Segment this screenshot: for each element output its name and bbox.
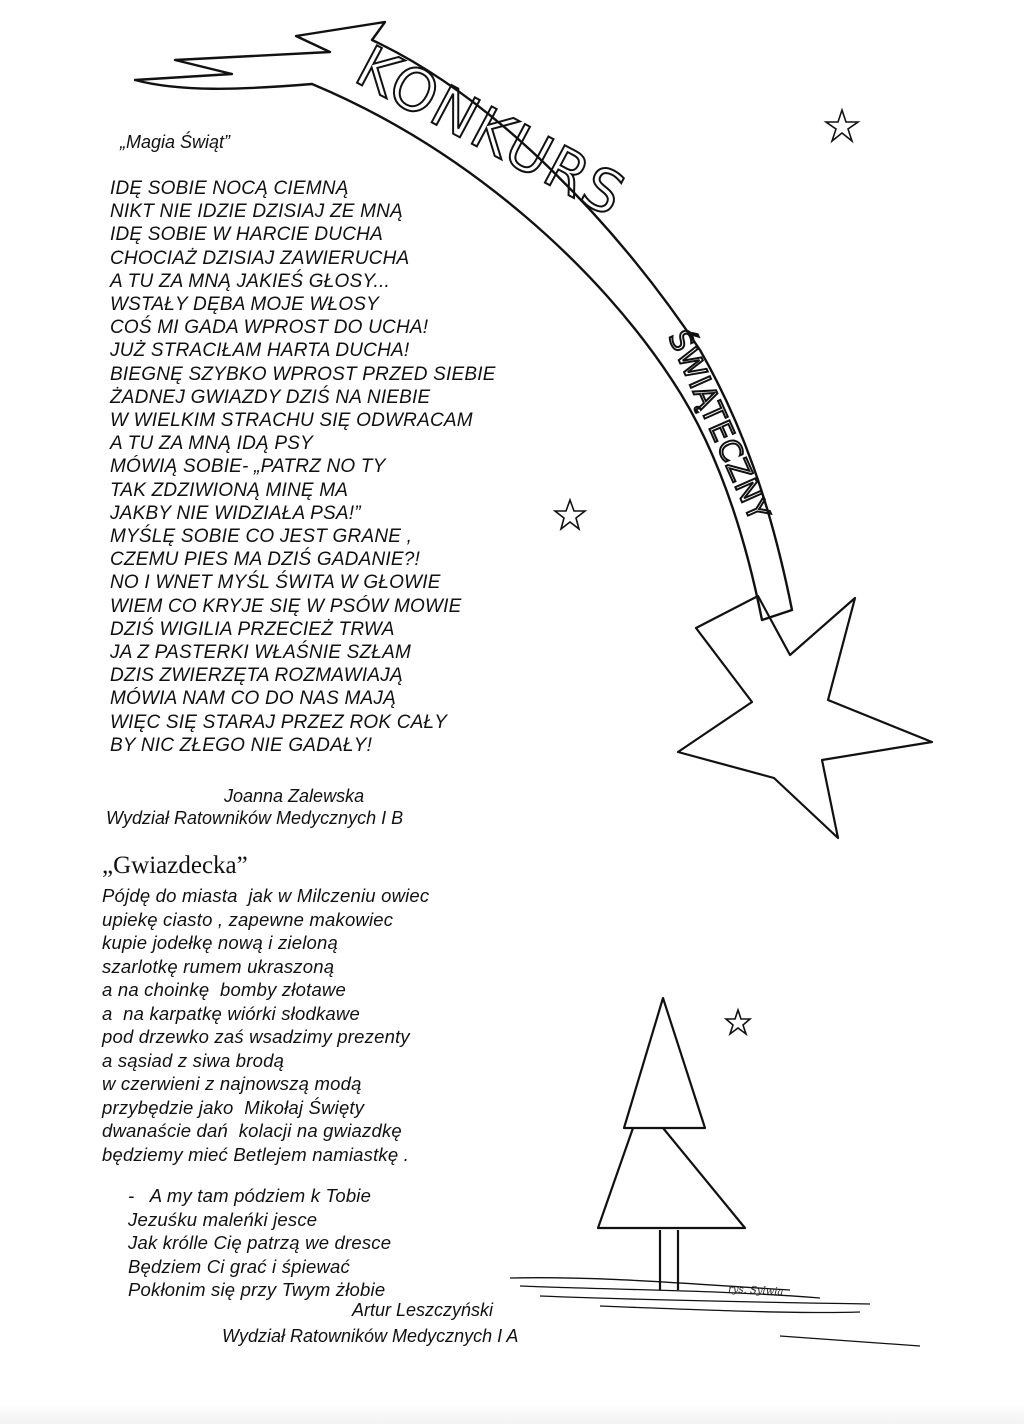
small-star-icon <box>555 500 585 529</box>
poem2-stanza2-line: Jak królle Cię patrzą we dresce <box>128 1232 392 1253</box>
poem2-line: a sąsiad z siwa brodą <box>102 1049 285 1071</box>
large-star-icon <box>678 596 932 838</box>
poem2-line: przybędzie jako Mikołaj Święty <box>102 1096 365 1118</box>
ground-lines <box>510 1278 920 1346</box>
poem2-line: dwanaście dań kolacji na gwiazdkę <box>102 1120 402 1141</box>
banner-word-konkurs: KONKURS <box>345 32 637 231</box>
poem1-author: Joanna Zalewska <box>224 786 365 806</box>
poem1-line: BIEGNĘ SZYBKO WPROST PRZED SIEBIE <box>110 363 496 385</box>
poem1-line: ŻADNEJ GWIAZDY DZIŚ NA NIEBIE <box>110 386 431 408</box>
poem1-title: „Magia Świąt” <box>120 132 231 152</box>
poem2-title: „Gwiazdecka” <box>102 852 248 879</box>
poem2-stanza2-line: Będziem Ci grać i śpiewać <box>128 1255 350 1277</box>
poem1-line: BY NIC ZŁEGO NIE GADAŁY! <box>110 734 373 756</box>
poem2-line: kupie jodełkę nową i zieloną <box>102 932 338 953</box>
poem2-line: upiekę ciasto , zapewne makowiec <box>102 908 394 930</box>
poem1-line: IDĘ SOBIE NOCĄ CIEMNĄ <box>110 178 349 199</box>
poem2-line: będziemy mieć Betlejem namiastkę . <box>102 1143 410 1165</box>
poem1-line: TAK ZDZIWIONĄ MINĘ MA <box>110 479 349 501</box>
christmas-tree-icon <box>598 998 745 1290</box>
poem2-author: Artur Leszczyński <box>352 1300 494 1320</box>
poem1-line: JAKBY NIE WIDZIAŁA PSA!” <box>110 502 361 524</box>
scan-edge <box>0 1404 1024 1424</box>
poem1-line: W WIELKIM STRACHU SIĘ ODWRACAM <box>110 410 473 432</box>
poem2-line: w czerwieni z najnowszą modą <box>102 1073 362 1094</box>
poem1-department: Wydział Ratowników Medycznych I B <box>106 808 404 828</box>
poem2-stanza2 <box>128 1184 391 1302</box>
poem1-line: COŚ MI GADA WPROST DO UCHA! <box>110 317 429 339</box>
poem1-line: WSTAŁY DĘBA MOJE WŁOSY <box>110 294 380 316</box>
poem1-line: WIEM CO KRYJE SIĘ W PSÓW MOWIE <box>110 595 462 617</box>
poem1-line: MÓWIĄ SOBIE- „PATRZ NO TY <box>110 456 386 478</box>
poem1-line: MÓWIA NAM CO DO NAS MAJĄ <box>110 688 396 710</box>
poem1-line: A TU ZA MNĄ IDĄ PSY <box>110 433 313 455</box>
poem2-department: Wydział Ratowników Medycznych I A <box>222 1326 519 1346</box>
artist-signature: rys. Sylwia <box>727 1284 784 1298</box>
small-star-icon <box>726 1010 750 1034</box>
poem1-line: CHOCIAŻ DZISIAJ ZAWIERUCHA <box>110 247 410 269</box>
poem2-stanza2-line: - A my tam pódziem k Tobie <box>128 1185 372 1206</box>
poem2-line: a na karpatkę wiórki słodkawe <box>102 1002 360 1024</box>
poem1-line: A TU ZA MNĄ JAKIEŚ GŁOSY... <box>110 270 390 292</box>
poem2-stanza2-line: Pokłonim się przy Twym żłobie <box>128 1279 386 1300</box>
banner-word-swiateczny: ŚWIĄTECZNY <box>660 325 777 527</box>
poem1-line: DZIS ZWIERZĘTA ROZMAWIAJĄ <box>110 665 403 687</box>
poem1-line: WIĘC SIĘ STARAJ PRZEZ ROK CAŁY <box>110 711 448 733</box>
poem2-line: Pójdę do miasta jak w Milczeniu owiec <box>102 885 430 906</box>
small-star-icon <box>826 110 858 141</box>
poem1-line: JA Z PASTERKI WŁAŚNIE SZŁAM <box>110 642 412 664</box>
poem1-line: DZIŚ WIGILIA PRZECIEŻ TRWA <box>110 618 395 640</box>
poem2-line: a na choinkę bomby złotawe <box>102 979 346 1000</box>
poem1-line: NO I WNET MYŚL ŚWITA W GŁOWIE <box>110 572 441 594</box>
poem2-line: pod drzewko zaś wsadzimy prezenty <box>102 1026 410 1047</box>
poem2-body <box>102 884 429 1166</box>
poem2-line: szarlotkę rumem ukraszoną <box>102 955 335 977</box>
poem1-line: NIKT NIE IDZIE DZISIAJ ZE MNĄ <box>110 201 403 223</box>
poem1-line: IDĘ SOBIE W HARCIE DUCHA <box>110 224 383 246</box>
poem1-line: JUŻ STRACIŁAM HARTA DUCHA! <box>110 340 410 362</box>
poem1-body <box>110 177 496 757</box>
poem2-stanza2-line: Jezuśku maleńki jesce <box>128 1208 318 1230</box>
poem1-line: CZEMU PIES MA DZIŚ GADANIE?! <box>110 549 420 571</box>
poem1-line: MYŚLĘ SOBIE CO JEST GRANE , <box>110 526 413 548</box>
